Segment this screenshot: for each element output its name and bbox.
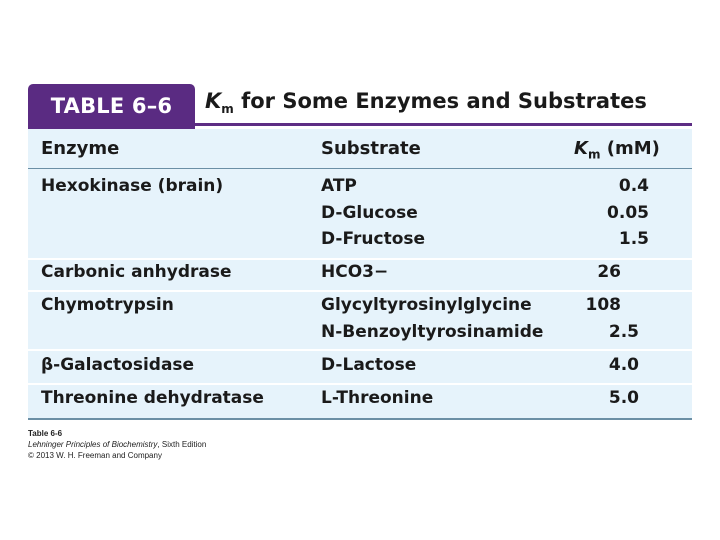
caption-book-title: Lehninger Principles of Biochemistry xyxy=(28,440,158,449)
title-km-symbol: K xyxy=(205,89,222,113)
km-value-cell: 0.05 xyxy=(607,203,649,223)
enzyme-cell: Threonine dehydratase xyxy=(41,388,264,408)
substrate-cell: HCO3− xyxy=(321,262,389,282)
table-bottom-rule xyxy=(28,418,692,420)
title-km-subscript: m xyxy=(221,102,234,117)
km-value-cell: 1.5 xyxy=(618,229,649,249)
table-header-row xyxy=(28,129,692,169)
caption-copyright: © 2013 W. H. Freeman and Company xyxy=(28,451,162,460)
km-table xyxy=(28,129,692,419)
substrate-cell: D-Glucose xyxy=(321,203,418,223)
substrate-cell: D-Lactose xyxy=(321,355,417,375)
enzyme-cell: Carbonic anhydrase xyxy=(41,262,232,282)
km-value-cell: 108 xyxy=(585,295,621,315)
km-value-cell: 0.4 xyxy=(618,176,649,196)
km-value-cell: 2.5 xyxy=(608,322,639,342)
group-separator xyxy=(28,349,692,351)
km-value-cell: 4.0 xyxy=(608,355,639,375)
header-km xyxy=(574,138,660,162)
group-separator xyxy=(28,290,692,292)
header-km-subscript: m xyxy=(587,147,601,162)
caption-source xyxy=(28,439,206,450)
enzyme-cell: Hexokinase (brain) xyxy=(41,176,224,196)
caption-table-id: Table 6-6 xyxy=(28,429,63,438)
group-separator xyxy=(28,258,692,260)
header-km-symbol: K xyxy=(574,138,588,159)
table-title xyxy=(205,89,647,116)
table-title-row xyxy=(28,84,692,126)
title-text: for Some Enzymes and Substrates xyxy=(233,89,647,113)
substrate-cell: L-Threonine xyxy=(321,388,434,408)
enzyme-cell: Chymotrypsin xyxy=(41,295,174,315)
enzyme-cell: β-Galactosidase xyxy=(41,355,195,375)
substrate-cell: N-Benzoyltyrosinamide xyxy=(321,322,544,342)
group-separator xyxy=(28,383,692,385)
header-enzyme: Enzyme xyxy=(41,138,120,159)
substrate-cell: Glycyltyrosinylglycine xyxy=(321,295,532,315)
figure-caption xyxy=(28,428,206,461)
km-value-cell: 5.0 xyxy=(608,388,639,408)
header-km-unit: (mM) xyxy=(600,138,660,159)
km-value-cell: 26 xyxy=(597,262,621,282)
header-substrate: Substrate xyxy=(321,138,421,159)
table-number-label: TABLE 6–6 xyxy=(28,84,195,129)
substrate-cell: ATP xyxy=(321,176,357,196)
caption-edition: , Sixth Edition xyxy=(157,440,207,449)
substrate-cell: D-Fructose xyxy=(321,229,426,249)
